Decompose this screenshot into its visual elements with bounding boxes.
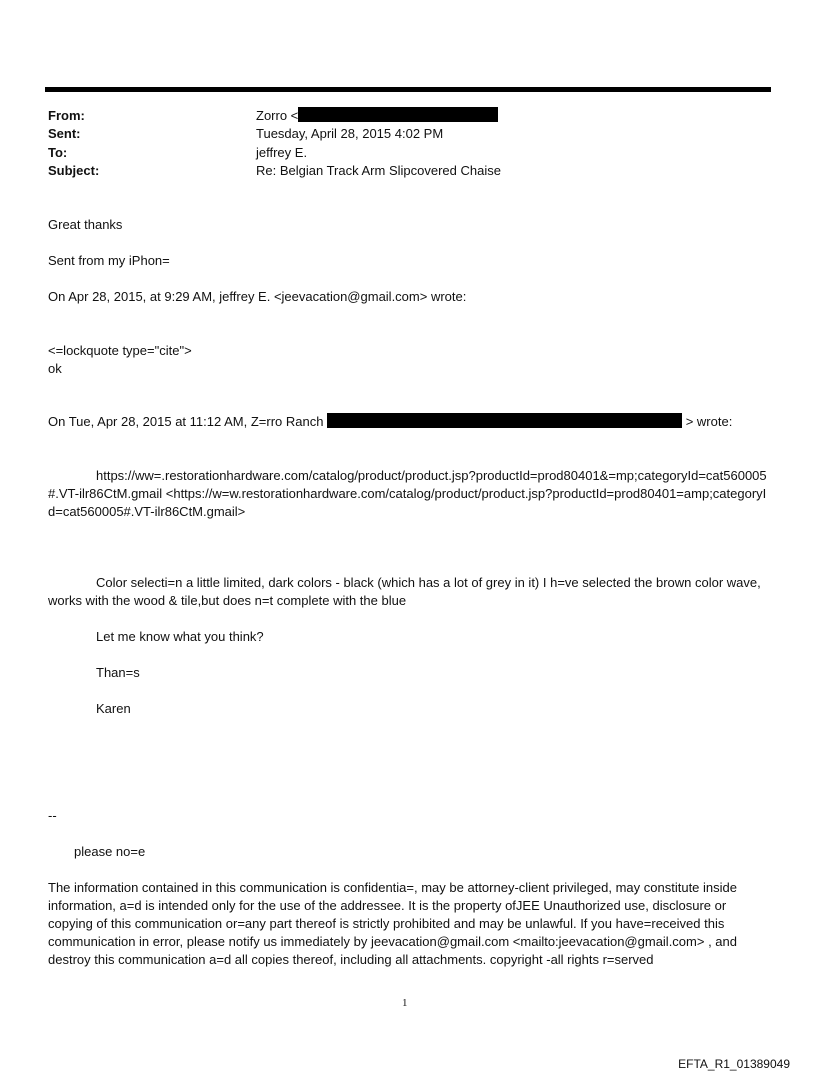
blockquote-tag: <=lockquote type="cite"> [48, 343, 192, 358]
let-me-know: Let me know what you think? [96, 629, 264, 644]
redaction-block [298, 107, 498, 122]
quote2-suffix: > wrote: [685, 414, 733, 429]
from-name: Zorro < [256, 108, 299, 123]
quote2-line [48, 413, 773, 431]
signature: Karen [96, 701, 131, 716]
subject-value: Re: Belgian Track Arm Slipcovered Chaise [256, 163, 501, 178]
from-label: From: [48, 108, 85, 123]
sent-label: Sent: [48, 126, 81, 141]
please-note: please no=e [74, 844, 146, 859]
quote2-prefix: On Tue, Apr 28, 2015 at 11:12 AM, Z=rro Ranch [48, 414, 324, 429]
to-label: To: [48, 145, 68, 160]
document-id: EFTA_R1_01389049 [678, 1057, 790, 1071]
body-line-great-thanks: Great thanks [48, 217, 123, 232]
url-paragraph: https://ww=.restorationhardware.com/catalog/product/product.jsp?productId=prod80401&=mp;categoryId=cat560005#.VT-ilr86CtM.gmail <https://w=w.restorationhardware.com/catalog/product/product.jsp?productId=prod80401=amp;categoryId=cat560005#.VT-ilr86CtM.gmail> [48, 468, 767, 519]
subject-label: Subject: [48, 163, 100, 178]
color-paragraph: Color selecti=n a little limited, dark colors - black (which has a lot of grey in it) I h=ve selected the brown color wave, works with the wood & tile,but does n=t complete with the blue [48, 575, 761, 608]
disclaimer: The information contained in this communication is confidentia=, may be attorney-client privileged, may constitute inside information, a=d is intended only for the use of the addressee. It is the property ofJEE Unauthorized use, disclosure or copying of this communication or=any part thereof is strictly prohibited and may be unlawful. If you have=received this communication in error, please notify us immediately by jeevacation@gmail.com <mailto:jeevacation@gmail.com> , and destroy this communication a=d all copies thereof, including all attachments. copyright -all rights r=served [48, 880, 737, 967]
body-line-sent-from: Sent from my iPhon= [48, 253, 170, 268]
reply-ok: ok [48, 361, 62, 376]
redaction-block [327, 413, 682, 428]
quote-intro: On Apr 28, 2015, at 9:29 AM, jeffrey E. <jeevacation@gmail.com> wrote: [48, 289, 467, 304]
from-value [256, 107, 498, 125]
to-value: jeffrey E. [256, 145, 308, 160]
sent-value: Tuesday, April 28, 2015 4:02 PM [256, 126, 444, 141]
thanks-line: Than=s [96, 665, 140, 680]
header-rule [45, 87, 771, 92]
signature-separator: -- [48, 808, 57, 823]
page-number: 1 [402, 997, 408, 1009]
